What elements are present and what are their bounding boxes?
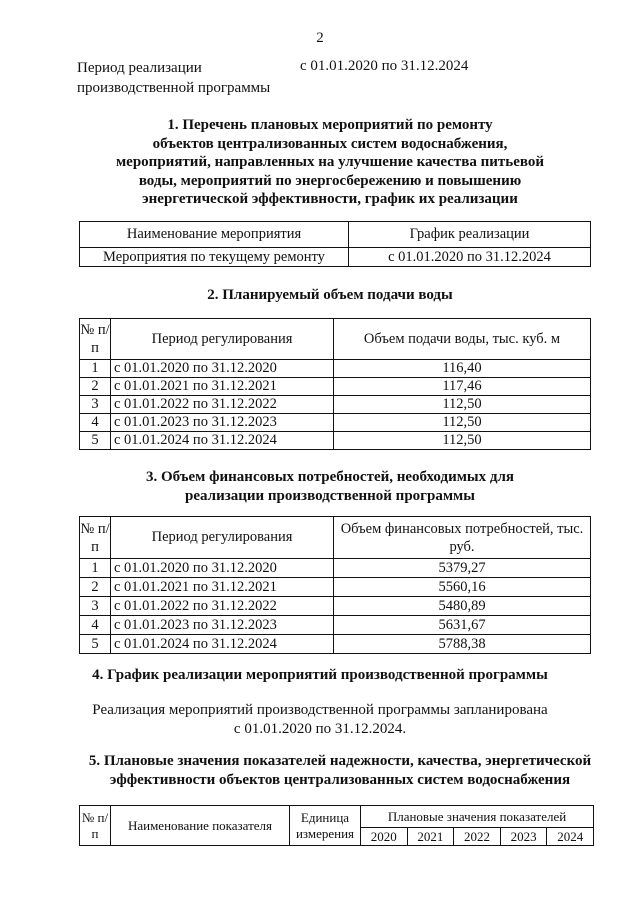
table-header-row [80,222,591,248]
row-number: 2 [80,578,111,597]
section4-text-line: с 01.01.2020 по 31.12.2024. [233,721,407,737]
year-2023: 2023 [500,828,547,846]
col-period: Период регулирования [111,517,334,559]
section1-title-line: объектов централизованных систем водоснабжения, [152,135,508,152]
col-number: № п/п [80,517,111,559]
section4-text-line: Реализация мероприятий производственной программы запланирована [92,702,548,718]
row-number: 3 [80,396,111,414]
col-number: № п/п [80,806,111,846]
value-cell: 5631,67 [334,616,591,635]
section1-title-line: мероприятий, направленных на улучшение качества питьевой [115,154,545,170]
year-2024: 2024 [547,828,594,846]
value-cell: 112,50 [334,414,591,432]
year-2022: 2022 [454,828,501,846]
table-row [80,414,591,432]
value-cell: 112,50 [334,396,591,414]
col-measure-name: Наименование мероприятия [80,222,349,248]
page-number: 2 [316,30,324,46]
col-indicator-name: Наименование показателя [111,806,290,846]
period-label: Период реализации производственной программы [77,60,271,96]
indicators-table [79,805,594,846]
value-cell: 5788,38 [334,635,591,654]
period-cell: с 01.01.2022 по 31.12.2022 [111,597,334,616]
table-row [80,635,591,654]
section3-title [0,468,640,505]
value-cell: 116,40 [334,360,591,378]
section5-title-line: 5. Плановые значения показателей надежности, качества, энергетической [88,753,592,769]
period-cell: с 01.01.2023 по 31.12.2023 [111,616,334,635]
table-header-row [80,806,594,828]
section1-title-line: энергетической эффективности, график их реализации [142,191,518,207]
period-value: с 01.01.2020 по 31.12.2024 [300,58,469,74]
row-number: 5 [80,635,111,654]
section4-text [0,701,640,739]
table-row [80,616,591,635]
schedule-cell: с 01.01.2020 по 31.12.2024 [349,248,591,267]
row-number: 3 [80,597,111,616]
section5-title [0,752,640,789]
measure-name-cell: Мероприятия по текущему ремонту [80,248,349,267]
value-cell: 117,46 [334,378,591,396]
value-cell: 112,50 [334,432,591,450]
year-2020: 2020 [361,828,408,846]
table-row [80,597,591,616]
row-number: 1 [80,360,111,378]
period-cell: с 01.01.2024 по 31.12.2024 [111,432,334,450]
period-cell: с 01.01.2023 по 31.12.2023 [111,414,334,432]
table-header-row [80,517,591,559]
table-row [80,248,591,267]
table-row [80,378,591,396]
col-schedule: График реализации [349,222,591,248]
table-row [80,360,591,378]
table-row [80,432,591,450]
year-2021: 2021 [407,828,454,846]
period-cell: с 01.01.2021 по 31.12.2021 [111,378,334,396]
row-number: 2 [80,378,111,396]
period-cell: с 01.01.2021 по 31.12.2021 [111,578,334,597]
section3-title-line: 3. Объем финансовых потребностей, необходимых для [145,469,515,485]
col-period: Период регулирования [111,319,334,360]
section1-title-line: воды, мероприятий по энергосбережению и повышению [138,172,522,189]
section1-title [0,116,640,209]
financial-needs-table [79,516,591,654]
row-number: 1 [80,559,111,578]
measures-table [79,221,591,267]
section3-title-line: реализации производственной программы [185,487,475,504]
period-cell: с 01.01.2022 по 31.12.2022 [111,396,334,414]
period-cell: с 01.01.2024 по 31.12.2024 [111,635,334,654]
value-cell: 5379,27 [334,559,591,578]
row-number: 5 [80,432,111,450]
period-cell: с 01.01.2020 по 31.12.2020 [111,559,334,578]
value-cell: 5560,16 [334,578,591,597]
col-number: № п/п [80,319,111,360]
col-planned-values: Плановые значения показателей [361,806,594,828]
period-cell: с 01.01.2020 по 31.12.2020 [111,360,334,378]
table-row [80,396,591,414]
table-row [80,559,591,578]
col-unit: Единица измерения [290,806,361,846]
table-row [80,578,591,597]
col-financial-needs: Объем финансовых потребностей, тыс. руб. [334,517,591,559]
section1-title-line: 1. Перечень плановых мероприятий по ремонту [167,117,493,133]
water-volume-table [79,318,591,450]
section4-title: 4. График реализации мероприятий производственной программы [92,667,548,683]
row-number: 4 [80,414,111,432]
value-cell: 5480,89 [334,597,591,616]
row-number: 4 [80,616,111,635]
section2-title: 2. Планируемый объем подачи воды [207,287,453,303]
col-water-volume: Объем подачи воды, тыс. куб. м [334,319,591,360]
table-header-row [80,319,591,360]
section5-title-line: эффективности объектов централизованных систем водоснабжения [109,771,571,788]
